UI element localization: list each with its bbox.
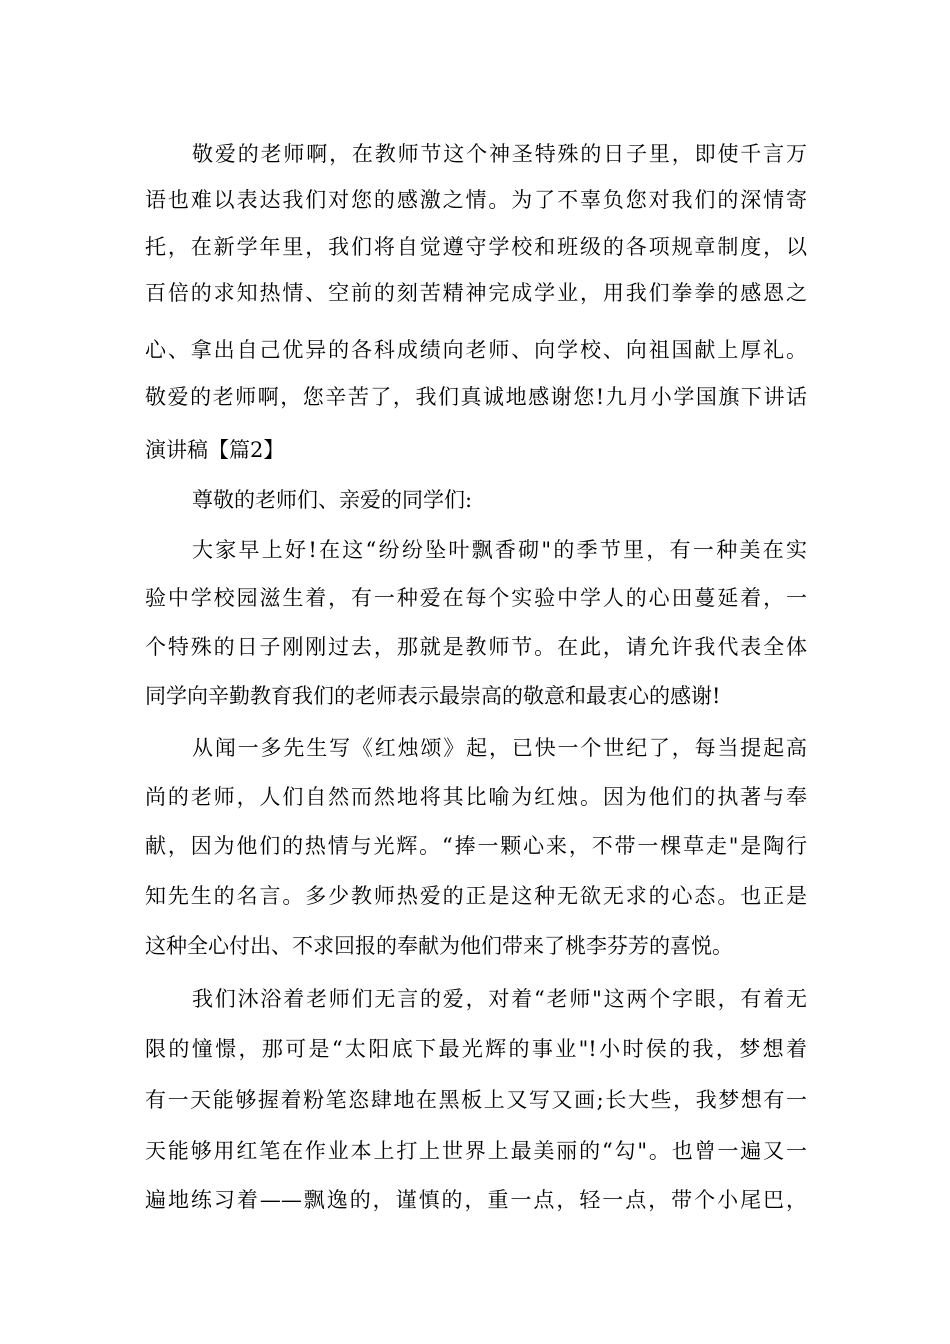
text-line: 限的憧憬，那可是“太阳底下最光辉的事业"!小时侯的我，梦想着 — [145, 1037, 807, 1061]
text-line: 心、拿出自己优异的各科成绩向老师、向学校、向祖国献上厚礼。 — [145, 338, 807, 362]
text-line: 个特殊的日子刚刚过去，那就是教师节。在此，请允许我代表全体 — [145, 635, 807, 659]
text-line: 知先生的名言。多少教师热爱的正是这种无欲无求的心态。也正是 — [145, 884, 807, 908]
text-line: 尚的老师，人们自然而然地将其比喻为红烛。因为他们的执著与奉 — [145, 785, 807, 809]
text-line: 遍地练习着——飘逸的，谨慎的，重一点，轻一点，带个小尾巴， — [145, 1188, 807, 1212]
text-line: 敬爱的老师啊，在教师节这个神圣特殊的日子里，即使千言万 — [192, 142, 807, 166]
text-line: 敬爱的老师啊，您辛苦了，我们真诚地感谢您!九月小学国旗下讲话 — [145, 385, 807, 409]
text-line: 尊敬的老师们、亲爱的同学们: — [192, 488, 473, 512]
text-line: 演讲稿【篇2】 — [145, 438, 285, 462]
text-line: 百倍的求知热情、空前的刻苦精神完成学业，用我们拳拳的感恩之 — [145, 281, 807, 305]
text-line: 献，因为他们的热情与光辉。“捧一颗心来，不带一棵草走"是陶行 — [145, 834, 807, 858]
text-line: 从闻一多先生写《红烛颂》起，已快一个世纪了，每当提起高 — [192, 736, 807, 760]
text-line: 这种全心付出、不求回报的奉献为他们带来了桃李芬芳的喜悦。 — [145, 934, 733, 958]
text-line: 天能够用红笔在作业本上打上世界上最美丽的“勾"。也曾一遍又一 — [145, 1139, 807, 1163]
text-line: 验中学校园滋生着，有一种爱在每个实验中学人的心田蔓延着，一 — [145, 586, 807, 610]
text-line: 托，在新学年里，我们将自觉遵守学校和班级的各项规章制度，以 — [145, 235, 807, 259]
text-line: 大家早上好!在这“纷纷坠叶飘香砌"的季节里，有一种美在实 — [192, 538, 807, 562]
text-line: 有一天能够握着粉笔恣肆地在黑板上又写又画;长大些，我梦想有一 — [145, 1088, 807, 1112]
text-line: 语也难以表达我们对您的感激之情。为了不辜负您对我们的深情寄 — [145, 188, 807, 212]
text-line: 我们沐浴着老师们无言的爱，对着“老师"这两个字眼，有着无 — [192, 987, 807, 1011]
text-line: 同学向辛勤教育我们的老师表示最崇高的敬意和最衷心的感谢! — [145, 684, 721, 708]
